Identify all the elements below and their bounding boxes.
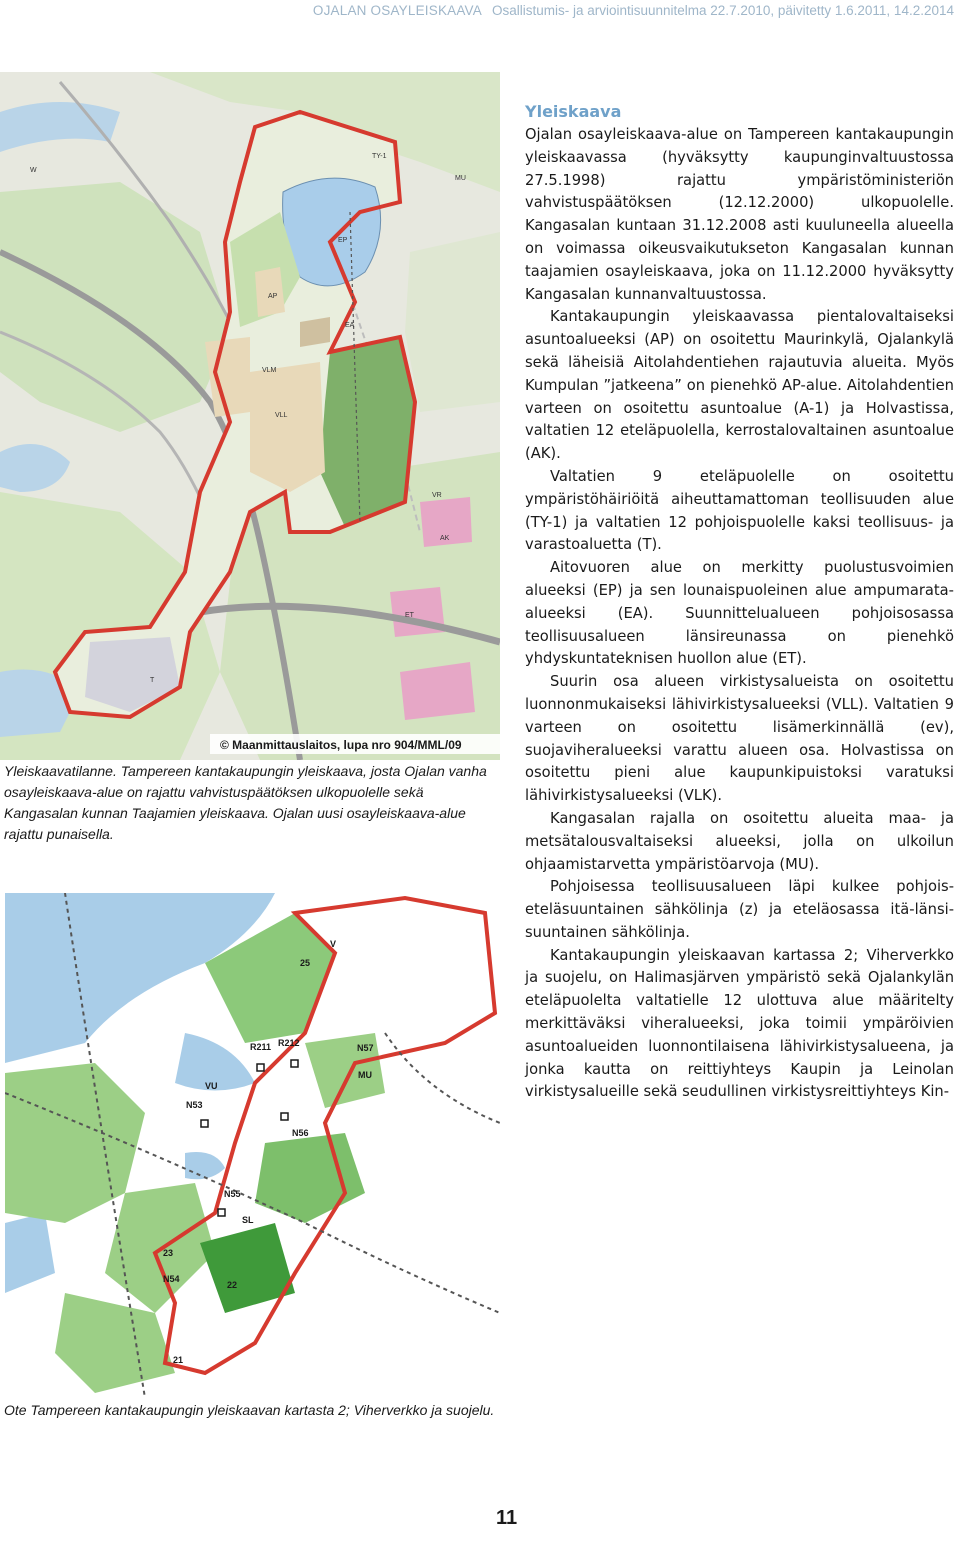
paragraph: Kangasalan rajalla on osoitettu alueita maa- ja metsätalousvaltaiseksi alueeksi, jolla on ulkoilun ohjaamistarvetta ympäristöarvoja (MU). (525, 809, 954, 873)
map2-caption: Ote Tampereen kantakaupungin yleiskaavan kartasta 2; Viherverkko ja suojelu. (4, 1402, 495, 1418)
page-header (313, 0, 954, 22)
zone-label: VR (432, 492, 442, 499)
map2-label: 22 (227, 1280, 238, 1290)
map2-label: N55 (224, 1189, 241, 1199)
map2-label: N53 (186, 1100, 203, 1110)
map2-label: R212 (278, 1038, 300, 1048)
zone-label: T (150, 677, 155, 684)
zone-label: W (30, 167, 37, 174)
zone-label: MU (455, 175, 466, 182)
map1-caption: Yleiskaavatilanne. Tampereen kantakaupungin yleiskaava, josta Ojalan vanha osayleiskaava-alue on rajattu vahvistuspäätöksen ulkopuolelle sekä Kangasalan kunnan Taajamien yleiskaava. Ojalan uusi osayleiskaava-alue rajattu punaisella. (4, 763, 487, 842)
paragraph: Ojalan osayleiskaava-alue on Tampereen kantakaupungin yleiskaavassa (hyväksytty kaupunginvaltuustossa 27.5.1998) rajattu ympäristöministeriön vahvistuspäätöksen (12.12.2000) ulkopuolelle. Kangasalan kuntaan 31.12.2008 asti kuuluneella alueella on voimassa oikeusvaikutukseton Kangasalan kunnan taajamien osayleiskaava, joka on 11.12.2000 hyväksytty Kangasalan kunnanvaltuustossa. (525, 126, 954, 303)
zone-label: ET (405, 612, 414, 619)
article-body (525, 124, 954, 1104)
paragraph: Aitovuoren alue on merkitty puolustusvoimien alueeksi (EP) ja sen lounaispuoleinen alue ampumarata-alueeksi (EA). Suunnittelualueen pohjoisosassa teollisuusalueen länsireunassa on pienehkö yhdyskuntateknisen huollon alue (ET). (525, 559, 954, 668)
paragraph: Kantakaupungin yleiskaavassa pientalovaltaiseksi asuntoalueeksi (AP) on osoitettu Maurinkylä, Ojalankylä sekä läheisiä Aitolahdentiehen rajautuvia alueita. Myös Kumpulan ”jatkeena” on pienehkö AP-alue. Aitolahdentien varteen on osoitettu asuntoalue (A-1) ja Holvastissa, valtatien 12 eteläpuolella, kerrostalovaltainen asuntoalue (AK). (525, 308, 954, 463)
map2-label: N57 (357, 1043, 374, 1053)
map2-label: SL (242, 1215, 254, 1225)
map2-label: V (330, 939, 337, 949)
section-heading: Yleiskaava (525, 102, 622, 121)
map-copyright: © Maanmittauslaitos, lupa nro 904/MML/09 (220, 738, 462, 752)
zone-label: AP (268, 293, 278, 300)
zone-label: EP (338, 237, 348, 244)
zone-label: TY-1 (372, 153, 387, 160)
map2-label: MU (358, 1070, 372, 1080)
document-title: OJALAN OSAYLEISKAAVA (312, 3, 482, 18)
map2-label: N54 (163, 1274, 180, 1284)
map2-label: N56 (292, 1128, 309, 1138)
zone-label: VLL (275, 412, 288, 419)
map2-label: VU (205, 1081, 218, 1091)
green-network-map (5, 893, 500, 1398)
map2-label: 25 (300, 958, 311, 968)
map2-label: 21 (173, 1355, 184, 1365)
general-plan-map (0, 72, 500, 760)
document-subtitle: Osallistumis- ja arviointisuunnitelma 22.7.2010, päivitetty 1.6.2011, 14.2.2014 (491, 3, 954, 18)
zone-label: AK (440, 535, 450, 542)
paragraph: Pohjoisessa teollisuusalueen läpi kulkee pohjois-eteläsuuntainen sähkölinja (z) ja eteläosassa itä-länsi-suuntainen sähkölinja. (525, 878, 954, 941)
zone-label: VLM (262, 367, 277, 374)
paragraph: Suurin osa alueen virkistysalueista on osoitettu luonnonmukaiseksi lähivirkistysalueeksi (VLL). Valtatien 9 varteen on osoitettu lisämerkinnällä (ev), suojaviheralueeksi varattu alueen osa. Holvastissa on osoitettu pieni alue kaupunkipuistoksi varatuksi lähivirkistysalueeksi (VLK). (525, 673, 954, 805)
map2-label: R211 (250, 1042, 272, 1052)
zone-label: EA (345, 322, 355, 329)
paragraph: Valtatien 9 eteläpuolelle on osoitettu ympäristöhäiriöitä aiheuttamattoman teollisuuden alue (TY-1) ja valtatien 12 pohjoispuolelle kaksi teollisuus- ja varastoaluetta (T). (525, 467, 954, 554)
page-number: 11 (496, 1507, 518, 1529)
map2-label: 23 (163, 1248, 174, 1258)
paragraph: Kantakaupungin yleiskaavan kartassa 2; Viherverkko ja suojelu, on Halimasjärven ympäristö sekä Ojalankylän eteläpuolelta valtatielle 12 ulottuva alue määritelty merkittäväksi viheralueeksi, joka toimii ympäröivien asuntoalueiden luonnontilaisena lähivirkistysalueena, ja jonka kautta on reittiyhteys Kaupin ja Leinolan virkistysalueille sekä seudullinen virkistysreittiyhteys Kin- (525, 946, 954, 1101)
